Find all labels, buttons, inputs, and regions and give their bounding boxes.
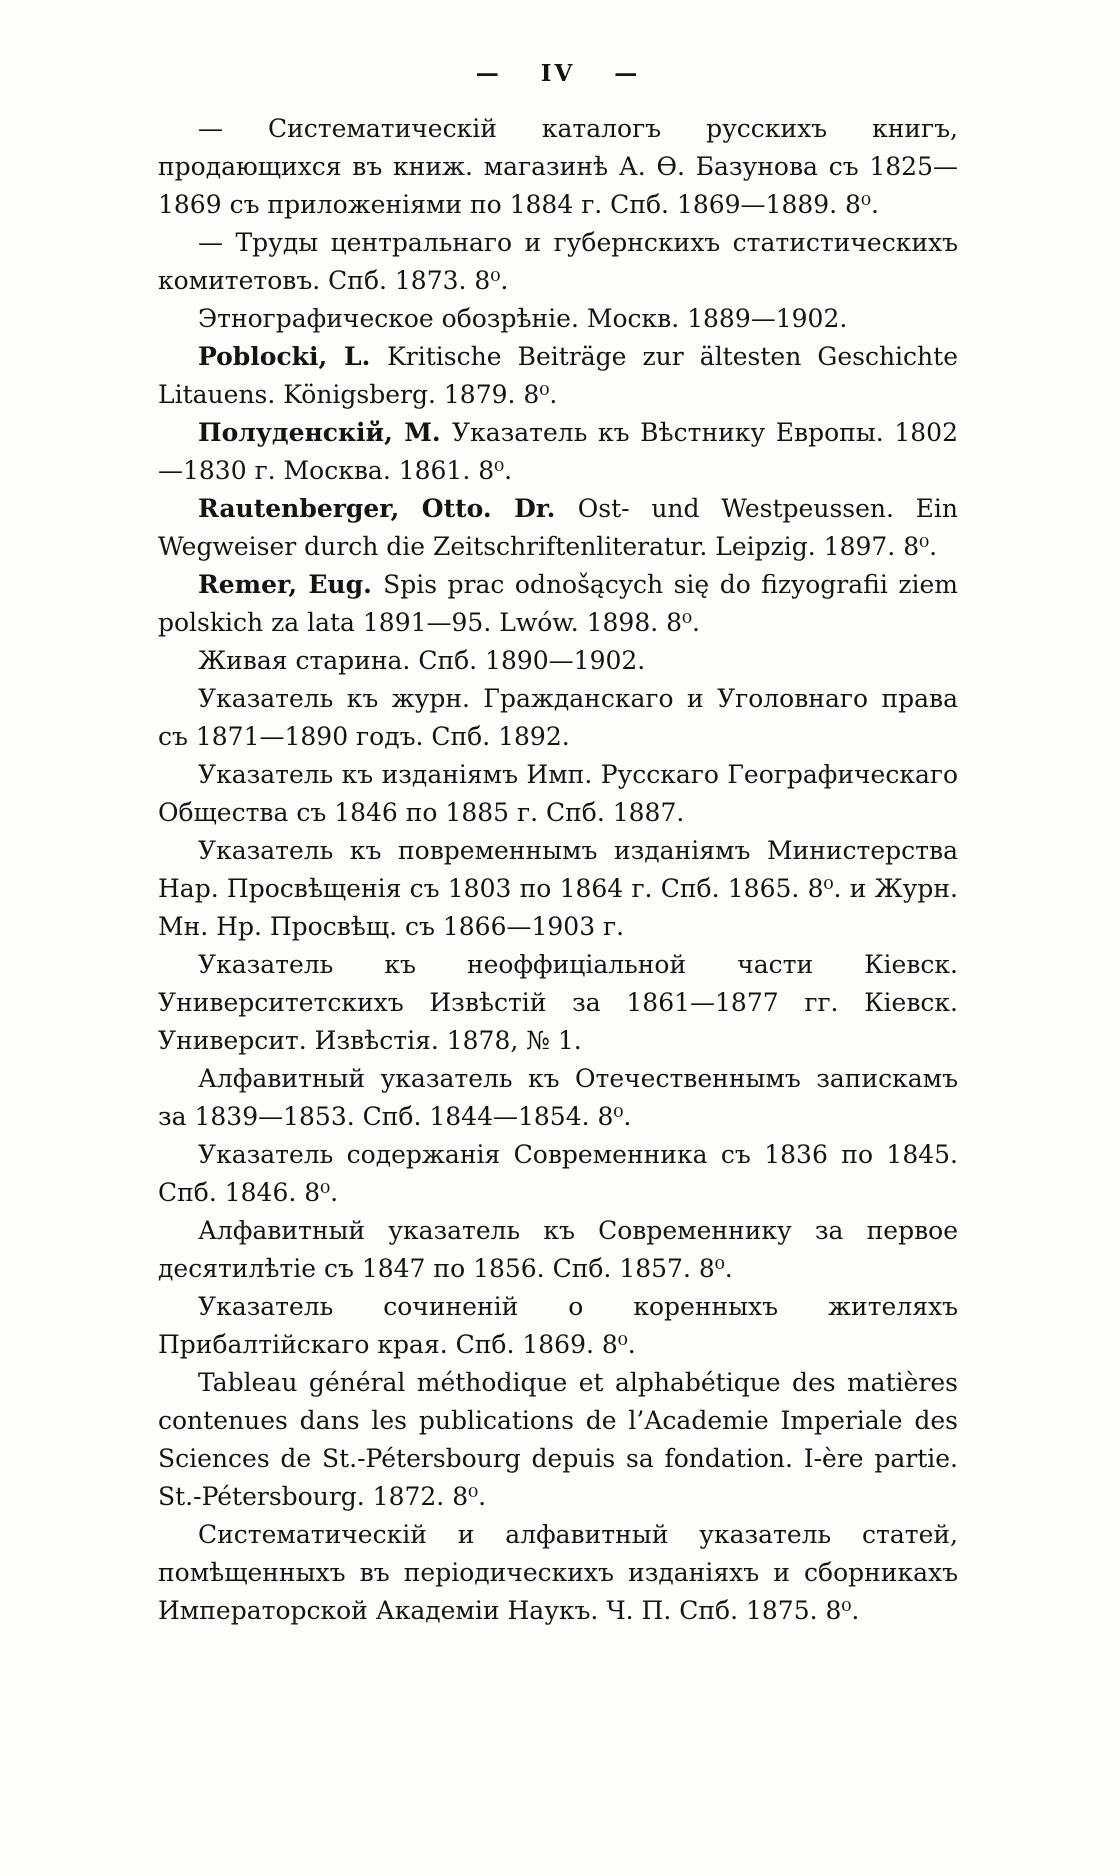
entry-text: Живая старина. Спб. 1890—1902.: [198, 646, 646, 675]
bibliography-entries-list: [158, 110, 958, 1630]
entry-text: — Систематическій каталогъ русскихъ книгъ, продающихся въ книж. магазинѣ А. Ѳ. Базунова съ 1825—1869 съ приложеніями по 1884 г. Спб. 1869—1889. 8⁰.: [158, 114, 958, 219]
bibliography-entry: [158, 1212, 958, 1288]
bibliography-entry: [158, 110, 958, 224]
entry-text: Указатель къ журн. Гражданскаго и Уголовнаго права съ 1871—1890 годъ. Спб. 1892.: [158, 684, 958, 751]
entry-text: Алфавитный указатель къ Отечественнымъ запискамъ за 1839—1853. Спб. 1844—1854. 8⁰.: [158, 1064, 958, 1131]
entry-text: Spis prac odnošących się do fizyografii ziem polskich za lata 1891—95. Lwów. 1898. 8⁰.: [158, 570, 959, 637]
entry-author-lead: Полуденскій, М.: [198, 418, 453, 447]
entry-text: Этнографическое обозрѣніе. Москв. 1889—1902.: [198, 304, 848, 333]
bibliography-entry: [158, 566, 958, 642]
entry-text: Указатель къ повременнымъ изданіямъ Министерства Нар. Просвѣщенія съ 1803 по 1864 г. Спб. 1865. 8⁰. и Журн. Мн. Нр. Просвѣщ. съ 1866—1903 г.: [158, 836, 958, 941]
entry-text: — Труды центральнаго и губернскихъ статистическихъ комитетовъ. Спб. 1873. 8⁰.: [158, 228, 958, 295]
bibliography-entry: [158, 224, 958, 300]
bibliography-entry: [158, 756, 958, 832]
bibliography-entry: [158, 1288, 958, 1364]
bibliography-entry: [158, 1516, 958, 1630]
bibliography-entry: [158, 338, 958, 414]
entry-text: Указатель къ неоффиціальной части Кіевск. Университетскихъ Извѣстій за 1861—1877 гг. Кіевск. Университ. Извѣстія. 1878, № 1.: [158, 950, 958, 1055]
bibliography-entry: [158, 946, 958, 1060]
bibliography-entry: [158, 1136, 958, 1212]
entry-text: Указатель къ изданіямъ Имп. Русскаго Географическаго Общества съ 1846 по 1885 г. Спб. 1887.: [158, 760, 958, 827]
entry-text: Tableau général méthodique et alphabétique des matières contenues dans les publications de l’Academie Imperiale des Sciences de St.-Pétersbourg depuis sa fondation. I-ère partie. St.-Pétersbourg. 1872. 8⁰.: [158, 1368, 958, 1511]
bibliography-entry: [158, 1364, 958, 1516]
entry-text: Указатель содержанія Современника съ 1836 по 1845. Спб. 1846. 8⁰.: [158, 1140, 958, 1207]
entry-text: Указатель сочиненій о коренныхъ жителяхъ Прибалтійскаго края. Спб. 1869. 8⁰.: [158, 1292, 958, 1359]
entry-author-lead: Remer, Eug.: [198, 570, 384, 599]
entry-text: Kritische Beiträge zur ältesten Geschichte Litauens. Königsberg. 1879. 8⁰.: [158, 342, 958, 409]
entry-author-lead: Rautenberger, Otto. Dr.: [198, 494, 578, 523]
bibliography-entry: [158, 414, 958, 490]
page-number-header: — IV —: [475, 60, 641, 87]
entry-author-lead: Poblocki, L.: [198, 342, 388, 371]
bibliography-entry: [158, 680, 958, 756]
entry-text: Алфавитный указатель къ Современнику за первое десятилѣтіе съ 1847 по 1856. Спб. 1857. 8⁰.: [158, 1216, 958, 1283]
entry-text: Систематическій и алфавитный указатель статей, помѣщенныхъ въ періодическихъ изданіяхъ и сборникахъ Императорской Академіи Наукъ. Ч. П. Спб. 1875. 8⁰.: [158, 1520, 958, 1625]
bibliography-entry: [158, 1060, 958, 1136]
bibliography-entry: [158, 832, 958, 946]
entry-text: Ost- und Westpeussen. Ein Wegweiser durch die Zeitschriftenliteratur. Leipzig. 1897. 8⁰.: [158, 494, 958, 561]
entry-text: Указатель къ Вѣстнику Европы. 1802—1830 г. Москва. 1861. 8⁰.: [158, 418, 958, 485]
bibliography-entry: [158, 300, 958, 338]
bibliography-entry: [158, 642, 958, 680]
bibliography-entry: [158, 490, 958, 566]
